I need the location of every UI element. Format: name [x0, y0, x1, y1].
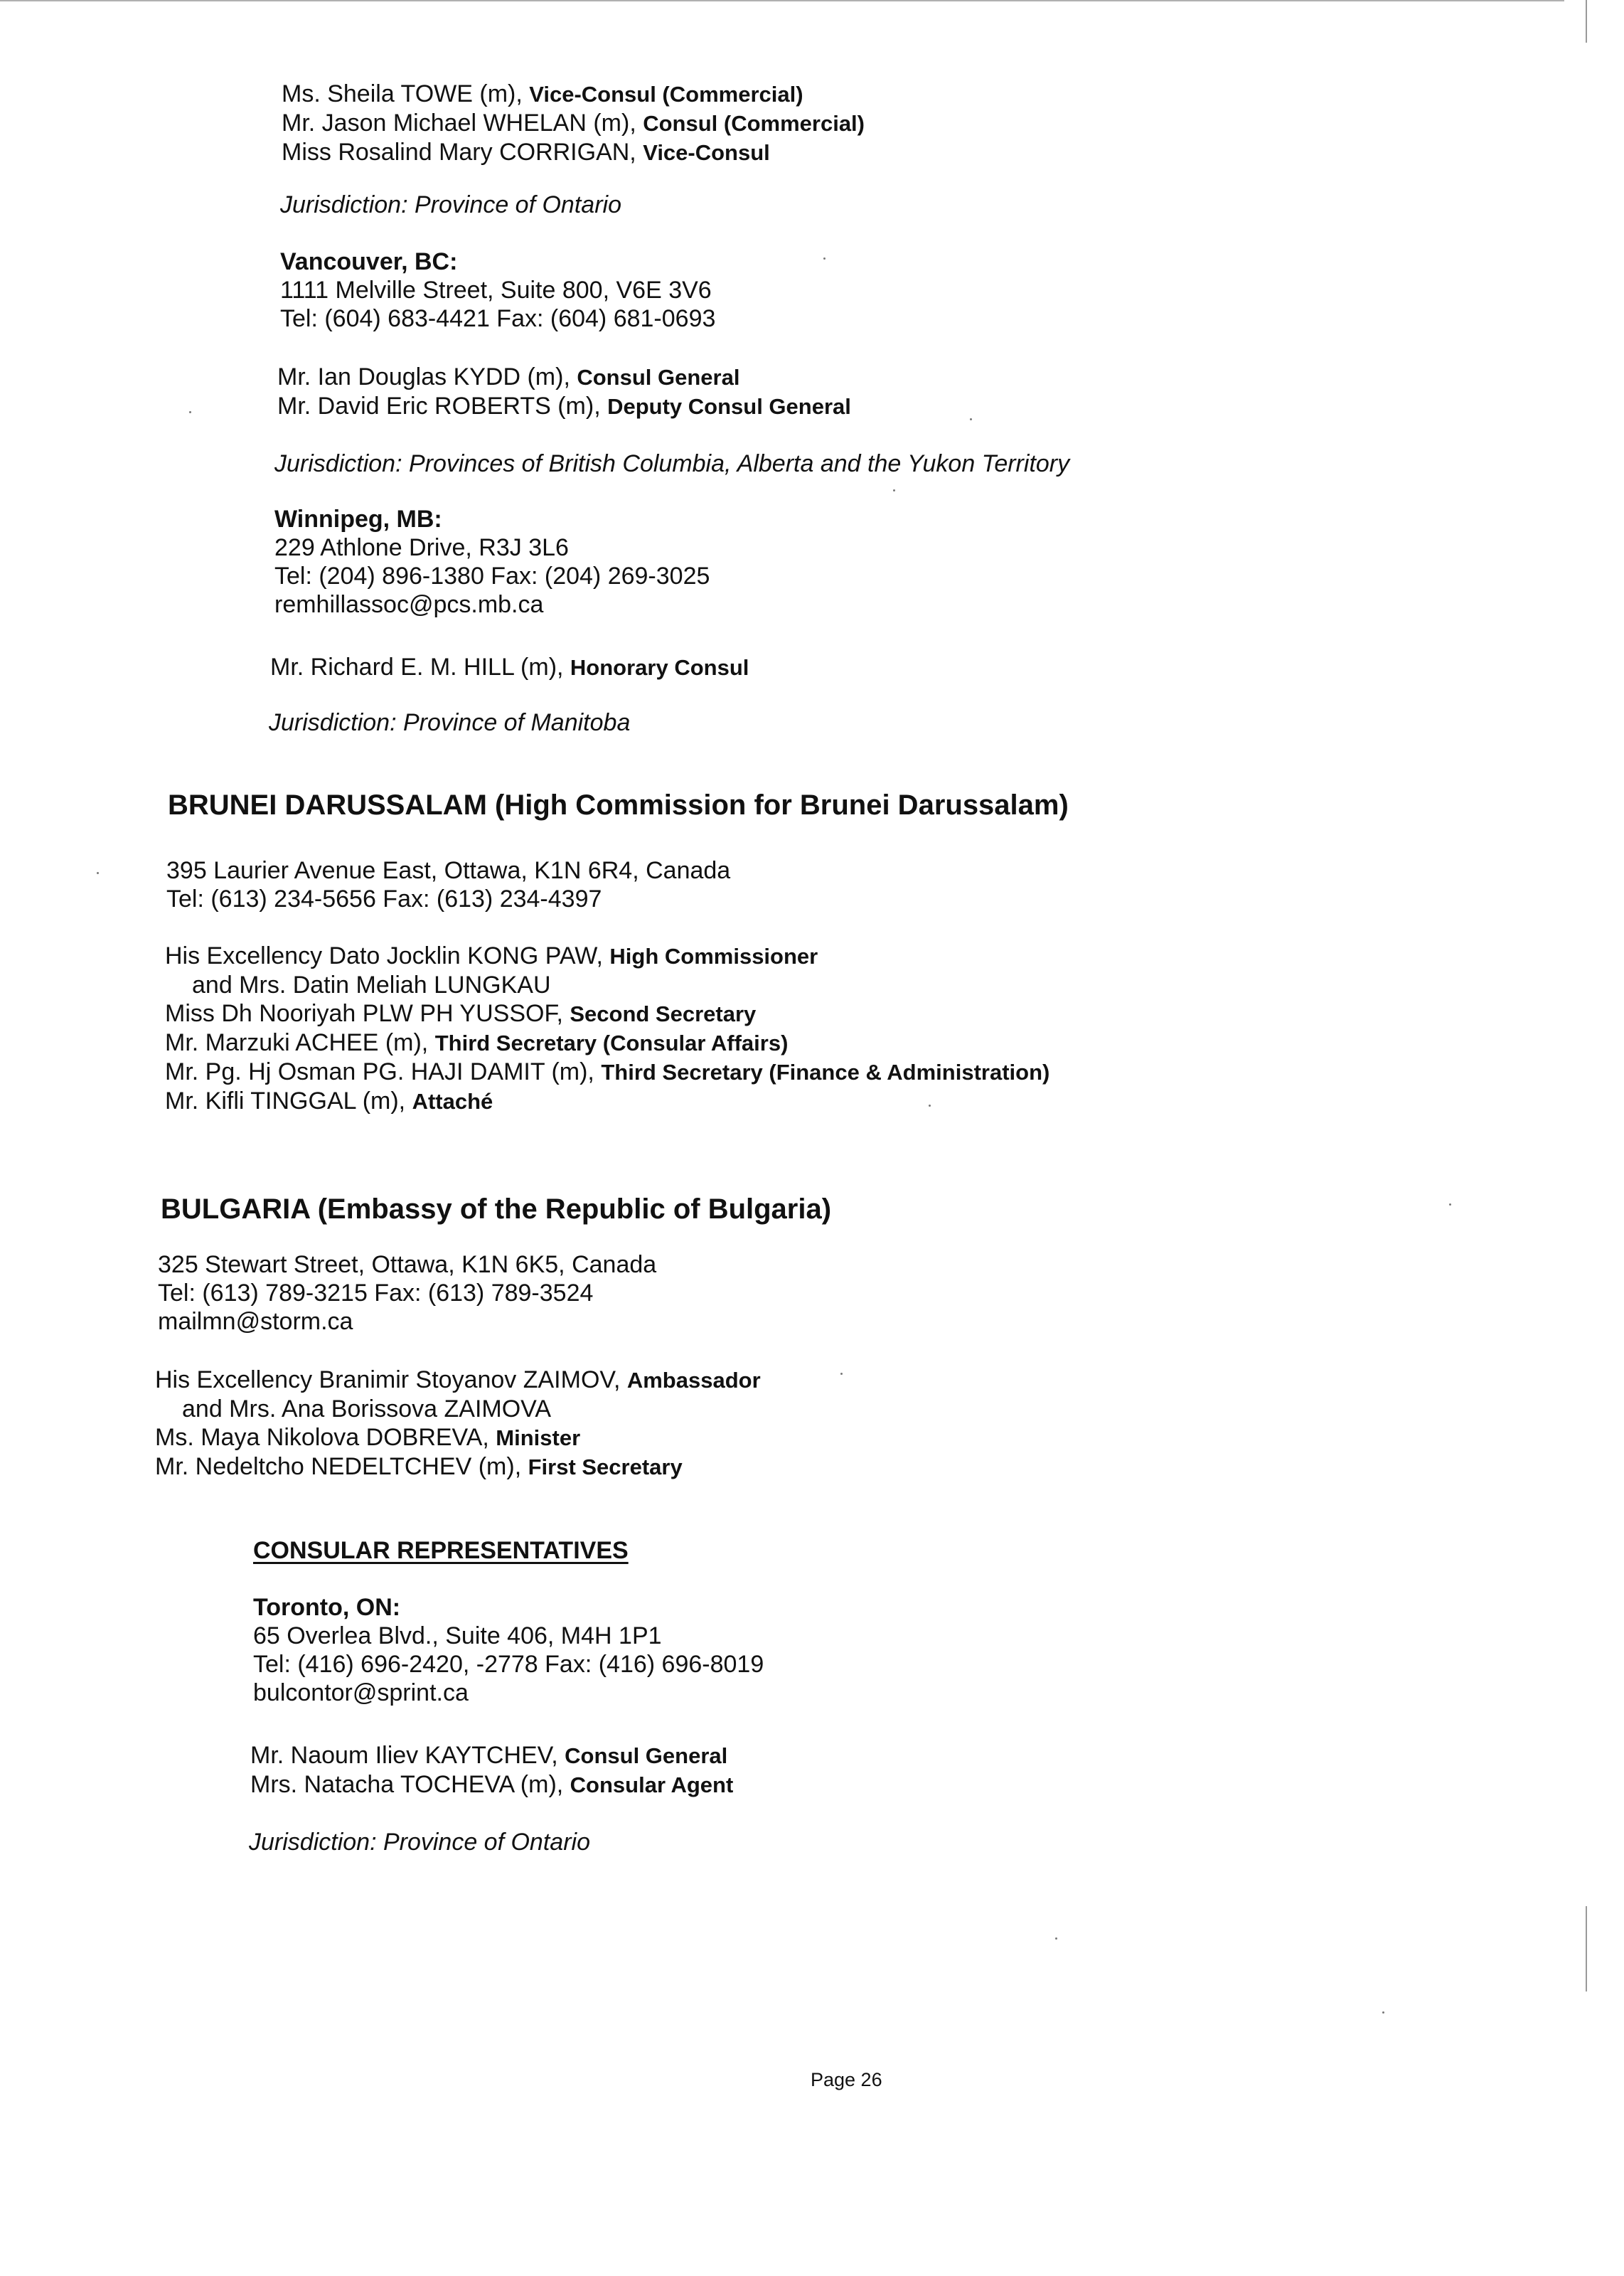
- scan-mark: [823, 257, 826, 260]
- jurisdiction-toronto: Jurisdiction: Province of Ontario: [249, 1829, 590, 1856]
- jurisdiction-ontario: Jurisdiction: Province of Ontario: [280, 191, 621, 218]
- person-entry: Mr. Richard E. M. HILL (m), Honorary Consul: [270, 654, 749, 681]
- person-entry: Mr. Pg. Hj Osman PG. HAJI DAMIT (m), Third Secretary (Finance & Administration): [165, 1058, 1050, 1085]
- country-heading-bulgaria: BULGARIA (Embassy of the Republic of Bulgaria): [161, 1193, 832, 1225]
- brunei-people: [165, 942, 1049, 1116]
- scan-edge-top: [0, 0, 1564, 1]
- scan-mark: [840, 1373, 843, 1375]
- jurisdiction-winnipeg: Jurisdiction: Province of Manitoba: [269, 709, 631, 736]
- scan-mark: [970, 418, 972, 420]
- scan-edge-right: [1586, 0, 1587, 43]
- country-heading-brunei: BRUNEI DARUSSALAM (High Commission for Brunei Darussalam): [168, 789, 1069, 821]
- person-entry: Mr. Naoum Iliev KAYTCHEV, Consul General: [250, 1742, 728, 1769]
- scan-mark: [893, 489, 895, 491]
- scan-mark: [1382, 2011, 1384, 2014]
- person-entry: Ms. Maya Nikolova DOBREVA, Minister: [155, 1424, 581, 1451]
- person-entry: Ms. Sheila TOWE (m), Vice-Consul (Commercial): [282, 80, 803, 107]
- city-heading: Toronto, ON:: [253, 1594, 401, 1621]
- page-number: Page 26: [811, 2069, 882, 2090]
- bulgaria-contact: [158, 1250, 656, 1336]
- scan-edge-right-lower: [1586, 1906, 1587, 1992]
- email: mailmn@storm.ca: [158, 1308, 353, 1335]
- bulgaria-people: [155, 1366, 761, 1482]
- consular-heading: CONSULAR REPRESENTATIVES: [253, 1537, 629, 1564]
- city-heading: Winnipeg, MB:: [274, 506, 442, 533]
- person-entry: Mr. Marzuki ACHEE (m), Third Secretary (Consular Affairs): [165, 1029, 789, 1056]
- scan-mark: [1449, 1203, 1451, 1206]
- email: bulcontor@sprint.ca: [253, 1679, 469, 1706]
- phone-fax: Tel: (204) 896-1380 Fax: (204) 269-3025: [274, 563, 710, 590]
- scan-mark: [189, 411, 191, 413]
- phone-fax: Tel: (613) 234-5656 Fax: (613) 234-4397: [166, 886, 602, 913]
- consul-list-ontario: [282, 80, 865, 167]
- person-entry: and Mrs. Datin Meliah LUNGKAU: [192, 972, 551, 999]
- city-heading: Vancouver, BC:: [280, 248, 458, 275]
- toronto-office: [253, 1593, 764, 1707]
- winnipeg-people: [270, 653, 749, 682]
- phone-fax: Tel: (604) 683-4421 Fax: (604) 681-0693: [280, 305, 716, 332]
- person-entry: Miss Rosalind Mary CORRIGAN, Vice-Consul: [282, 139, 770, 166]
- phone-fax: Tel: (416) 696-2420, -2778 Fax: (416) 696-8019: [253, 1651, 764, 1678]
- address: 229 Athlone Drive, R3J 3L6: [274, 534, 569, 561]
- phone-fax: Tel: (613) 789-3215 Fax: (613) 789-3524: [158, 1280, 594, 1307]
- person-entry: Miss Dh Nooriyah PLW PH YUSSOF, Second Secretary: [165, 1000, 757, 1027]
- brunei-contact: [166, 856, 730, 913]
- winnipeg-office: [274, 505, 710, 619]
- scan-mark: [929, 1105, 931, 1107]
- vancouver-people: [277, 363, 851, 421]
- person-entry: and Mrs. Ana Borissova ZAIMOVA: [182, 1395, 551, 1422]
- person-entry: Mr. David Eric ROBERTS (m), Deputy Consul General: [277, 393, 851, 420]
- person-entry: Mrs. Natacha TOCHEVA (m), Consular Agent: [250, 1771, 734, 1798]
- person-entry: Mr. Nedeltcho NEDELTCHEV (m), First Secretary: [155, 1453, 683, 1480]
- scan-mark: [1055, 1937, 1057, 1940]
- person-entry: His Excellency Dato Jocklin KONG PAW, High Commissioner: [165, 942, 818, 969]
- person-entry: His Excellency Branimir Stoyanov ZAIMOV, Ambassador: [155, 1366, 761, 1393]
- address: 65 Overlea Blvd., Suite 406, M4H 1P1: [253, 1622, 662, 1649]
- scan-mark: [97, 872, 99, 874]
- vancouver-office: [280, 248, 715, 333]
- address: 1111 Melville Street, Suite 800, V6E 3V6: [280, 277, 712, 304]
- address: 395 Laurier Avenue East, Ottawa, K1N 6R4, Canada: [166, 857, 731, 884]
- email: remhillassoc@pcs.mb.ca: [274, 591, 544, 618]
- address: 325 Stewart Street, Ottawa, K1N 6K5, Canada: [158, 1251, 657, 1278]
- person-entry: Mr. Jason Michael WHELAN (m), Consul (Commercial): [282, 110, 865, 137]
- toronto-people: [250, 1741, 733, 1799]
- jurisdiction-vancouver: Jurisdiction: Provinces of British Columbia, Alberta and the Yukon Territory: [274, 450, 1070, 477]
- person-entry: Mr. Kifli TINGGAL (m), Attaché: [165, 1088, 493, 1115]
- person-entry: Mr. Ian Douglas KYDD (m), Consul General: [277, 363, 740, 390]
